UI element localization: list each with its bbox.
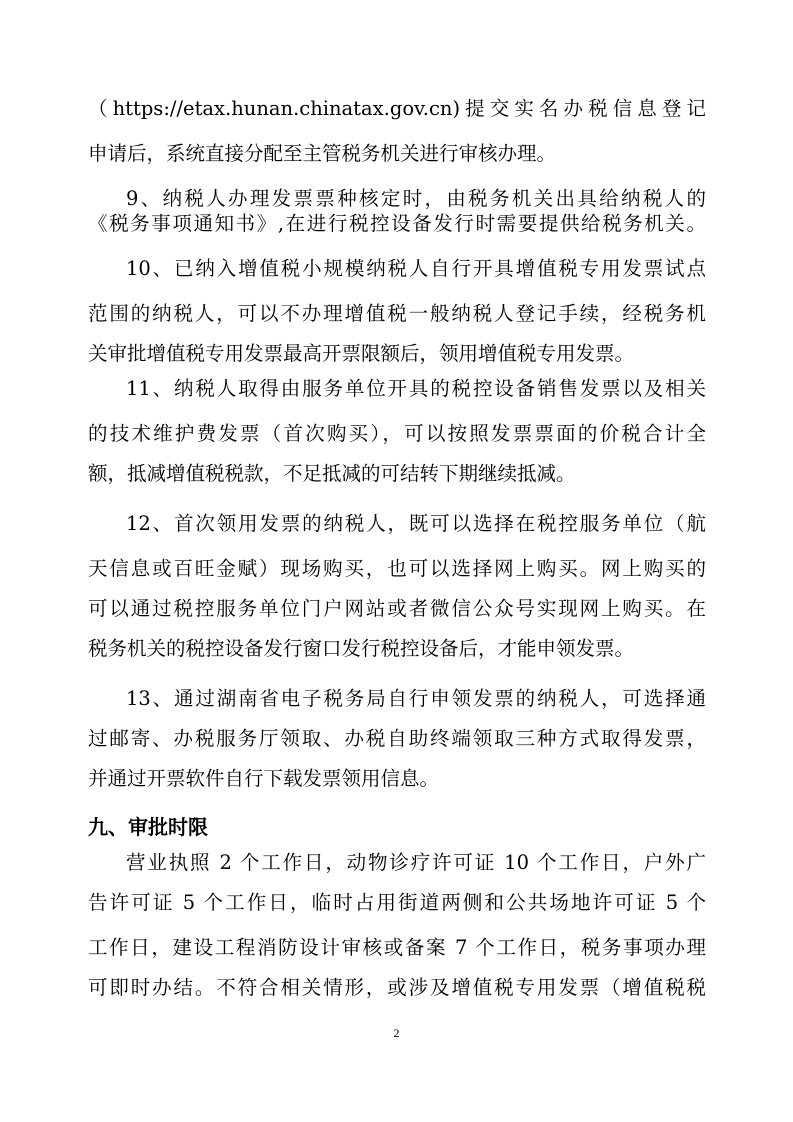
body-line: 10、已纳入增值税小规模纳税人自行开具增值税专用发票试点 xyxy=(126,257,706,280)
section-heading: 九、审批时限 xyxy=(88,815,208,839)
body-line: 税务机关的税控设备发行窗口发行税控设备后，才能申领发票。 xyxy=(88,637,635,660)
page-number: 2 xyxy=(393,1026,400,1040)
body-line: 可即时办结。不符合相关情形，或涉及增值税专用发票（增值税税 xyxy=(88,976,706,999)
body-line: 13、通过湖南省电子税务局自行申领发票的纳税人，可选择通 xyxy=(126,687,706,710)
body-line: 申请后，系统直接分配至主管税务机关进行审核办理。 xyxy=(88,142,557,165)
body-line: 营业执照 2 个工作日，动物诊疗许可证 10 个工作日，户外广 xyxy=(126,851,706,874)
body-line: 告许可证 5 个工作日，临时占用街道两侧和公共场地许可证 5 个 xyxy=(88,891,706,914)
body-line: 过邮寄、办税服务厅领取、办税自助终端领取三种方式取得发票， xyxy=(88,727,706,750)
body-line: 额，抵减增值税税款，不足抵减的可结转下期继续抵减。 xyxy=(88,462,576,485)
body-line: 9、纳税人办理发票票种核定时，由税务机关出具给纳税人的 xyxy=(126,187,706,210)
body-line: 11、纳税人取得由服务单位开具的税控设备销售发票以及相关 xyxy=(126,377,706,400)
body-line: （https://etax.hunan.chinatax.gov.cn)提交实名办税信息登记 xyxy=(88,97,706,120)
body-line: 天信息或百旺金赋）现场购买，也可以选择网上购买。网上购买的 xyxy=(88,557,706,580)
body-line: 的技术维护费发票（首次购买），可以按照发票票面的价税合计全 xyxy=(88,422,706,445)
body-line: 并通过开票软件自行下载发票领用信息。 xyxy=(88,767,440,790)
body-line: 12、首次领用发票的纳税人，既可以选择在税控服务单位（航 xyxy=(126,512,706,535)
body-line: 关审批增值税专用发票最高开票限额后，领用增值税专用发票。 xyxy=(88,342,635,365)
body-line: 《税务事项通知书》,在进行税控设备发行时需要提供给税务机关。 xyxy=(88,212,706,235)
body-line: 工作日，建设工程消防设计审核或备案 7 个工作日，税务事项办理 xyxy=(88,936,706,959)
body-line: 范围的纳税人，可以不办理增值税一般纳税人登记手续，经税务机 xyxy=(88,302,706,325)
body-line: 可以通过税控服务单位门户网站或者微信公众号实现网上购买。在 xyxy=(88,597,706,620)
